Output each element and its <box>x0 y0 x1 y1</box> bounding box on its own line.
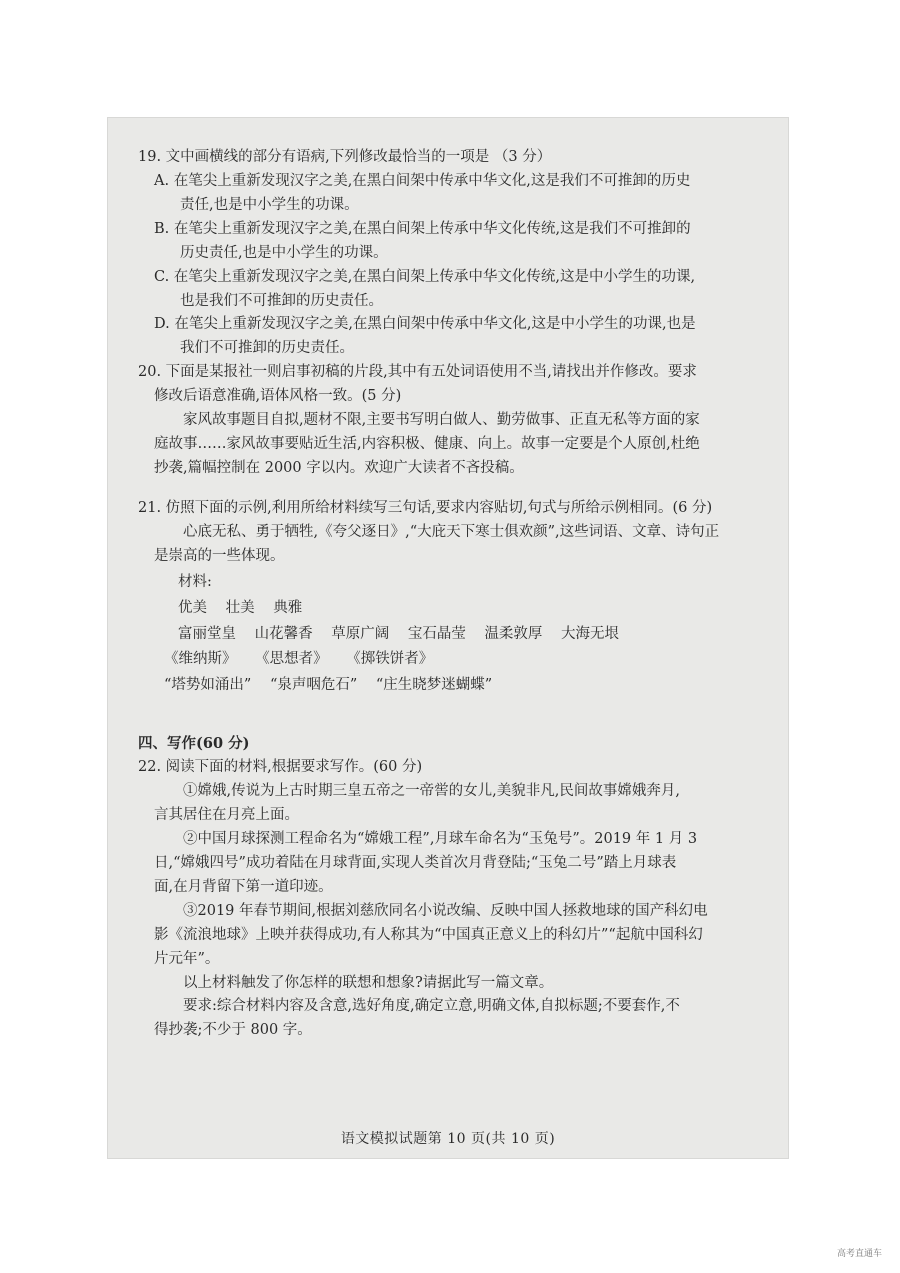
option-a-line1: A. 在笔尖上重新发现汉字之美,在黑白间架中传承中华文化,这是我们不可推卸的历史 <box>154 172 691 189</box>
writing-prompt: 以上材料触发了你怎样的联想和想象?请据此写一篇文章。 <box>183 974 554 991</box>
option-c <box>138 266 778 314</box>
question-20 <box>138 361 778 481</box>
material-item: “塔势如涌出” <box>164 677 252 694</box>
page-footer: 语文模拟试题第 10 页(共 10 页) <box>340 1131 556 1147</box>
option-b-line1: B. 在笔尖上重新发现汉字之美,在黑白间架上传承中华文化传统,这是我们不可推卸的 <box>154 220 691 237</box>
option-b <box>138 218 778 266</box>
option-d-line2: 我们不可推卸的历史责任。 <box>180 340 354 357</box>
question-20-stem-line2: 修改后语意准确,语体风格一致。(5 分) <box>154 388 402 405</box>
material-row-2 <box>164 623 778 647</box>
exam-page <box>108 118 788 1158</box>
question-21-example-line2: 是崇高的一些体现。 <box>154 547 285 564</box>
material-3-line1: ③2019 年春节期间,根据刘慈欣同名小说改编、反映中国人拯救地球的国产科幻电 <box>183 902 708 919</box>
question-21-stem: 21. 仿照下面的示例,利用所给材料续写三句话,要求内容贴切,句式与所给示例相同。(6 分) <box>138 499 713 516</box>
option-d <box>138 313 778 361</box>
material-row-4 <box>164 674 778 698</box>
corner-watermark: 高考直通车 <box>836 1249 882 1259</box>
option-c-line1: C. 在笔尖上重新发现汉字之美,在黑白间架上传承中华文化传统,这是中小学生的功课, <box>154 268 696 285</box>
question-20-passage-line1: 家风故事题目自拟,题材不限,主要书写明白做人、勤劳做事、正直无私等方面的家 <box>183 412 700 429</box>
material-item: 宝石晶莹 <box>407 625 466 642</box>
material-item: 典雅 <box>273 599 303 616</box>
material-item: 山花馨香 <box>254 625 313 642</box>
question-20-stem-line1: 20. 下面是某报社一则启事初稿的片段,其中有五处词语使用不当,请找出并作修改。要求 <box>138 364 697 381</box>
material-item: 大海无垠 <box>561 625 620 642</box>
option-d-line1: D. 在笔尖上重新发现汉字之美,在黑白间架中传承中华文化,这是中小学生的功课,也是 <box>154 316 696 333</box>
material-label: 材料: <box>178 573 212 590</box>
material-1-line1: ①嫦娥,传说为上古时期三皇五帝之一帝喾的女儿,美貌非凡,民间故事嫦娥奔月, <box>183 783 680 800</box>
material-item: “泉声咽危石” <box>269 677 358 694</box>
material-item: 温柔敦厚 <box>484 625 543 642</box>
material-2-line2: 日,“嫦娥四号”成功着陆在月球背面,实现人类首次月背登陆;“玉兔二号”踏上月球表 <box>154 854 677 871</box>
material-item: 《掷铁饼者》 <box>346 651 434 668</box>
material-item: 壮美 <box>225 599 255 616</box>
page-content <box>138 146 778 1043</box>
material-item: 优美 <box>178 599 207 616</box>
material-item: 《思想者》 <box>255 651 328 668</box>
material-item: 《维纳斯》 <box>164 651 237 668</box>
option-b-line2: 历史责任,也是中小学生的功课。 <box>180 244 388 261</box>
material-2-line1: ②中国月球探测工程命名为“嫦娥工程”,月球车命名为“玉兔号”。2019 年 1 月 3 <box>183 830 698 847</box>
material-item: “庄生晓梦迷蝴蝶” <box>375 677 493 694</box>
material-row-1 <box>164 597 778 621</box>
option-c-line2: 也是我们不可推卸的历史责任。 <box>180 292 383 309</box>
requirements-line1: 要求:综合材料内容及含意,选好角度,确定立意,明确文体,自拟标题;不要套作,不 <box>183 998 680 1015</box>
question-21-example-line1: 心底无私、勇于牺牲,《夸父逐日》,“大庇天下寒士俱欢颜”,这些词语、文章、诗句正 <box>183 523 720 540</box>
material-item: 草原广阔 <box>331 625 390 642</box>
option-a <box>138 170 778 218</box>
material-3-line2: 影《流浪地球》上映并获得成功,有人称其为“中国真正意义上的科幻片”“起航中国科幻 <box>154 926 703 943</box>
question-20-passage-line3: 抄袭,篇幅控制在 2000 字以内。欢迎广大读者不吝投稿。 <box>154 459 524 476</box>
requirements-line2: 得抄袭;不少于 800 字。 <box>154 1022 312 1039</box>
question-19-stem: 19. 文中画横线的部分有语病,下列修改最恰当的一项是 （3 分） <box>138 149 552 165</box>
material-1-line2: 言其居住在月亮上面。 <box>154 807 299 824</box>
section-4-title: 四、写作(60 分) <box>138 735 250 753</box>
question-20-passage-line2: 庭故事……家风故事要贴近生活,内容积极、健康、向上。故事一定要是个人原创,杜绝 <box>154 436 700 453</box>
material-2-line3: 面,在月背留下第一道印迹。 <box>154 878 333 895</box>
material-row-3 <box>164 648 778 672</box>
question-22 <box>138 756 778 1043</box>
question-21 <box>138 497 778 698</box>
option-a-line2: 责任,也是中小学生的功课。 <box>180 196 359 213</box>
question-22-stem: 22. 阅读下面的材料,根据要求写作。(60 分) <box>138 759 423 776</box>
material-item: 富丽堂皇 <box>178 625 236 642</box>
question-19 <box>138 146 778 361</box>
material-block <box>138 571 778 699</box>
material-3-line3: 片元年”。 <box>154 950 220 967</box>
